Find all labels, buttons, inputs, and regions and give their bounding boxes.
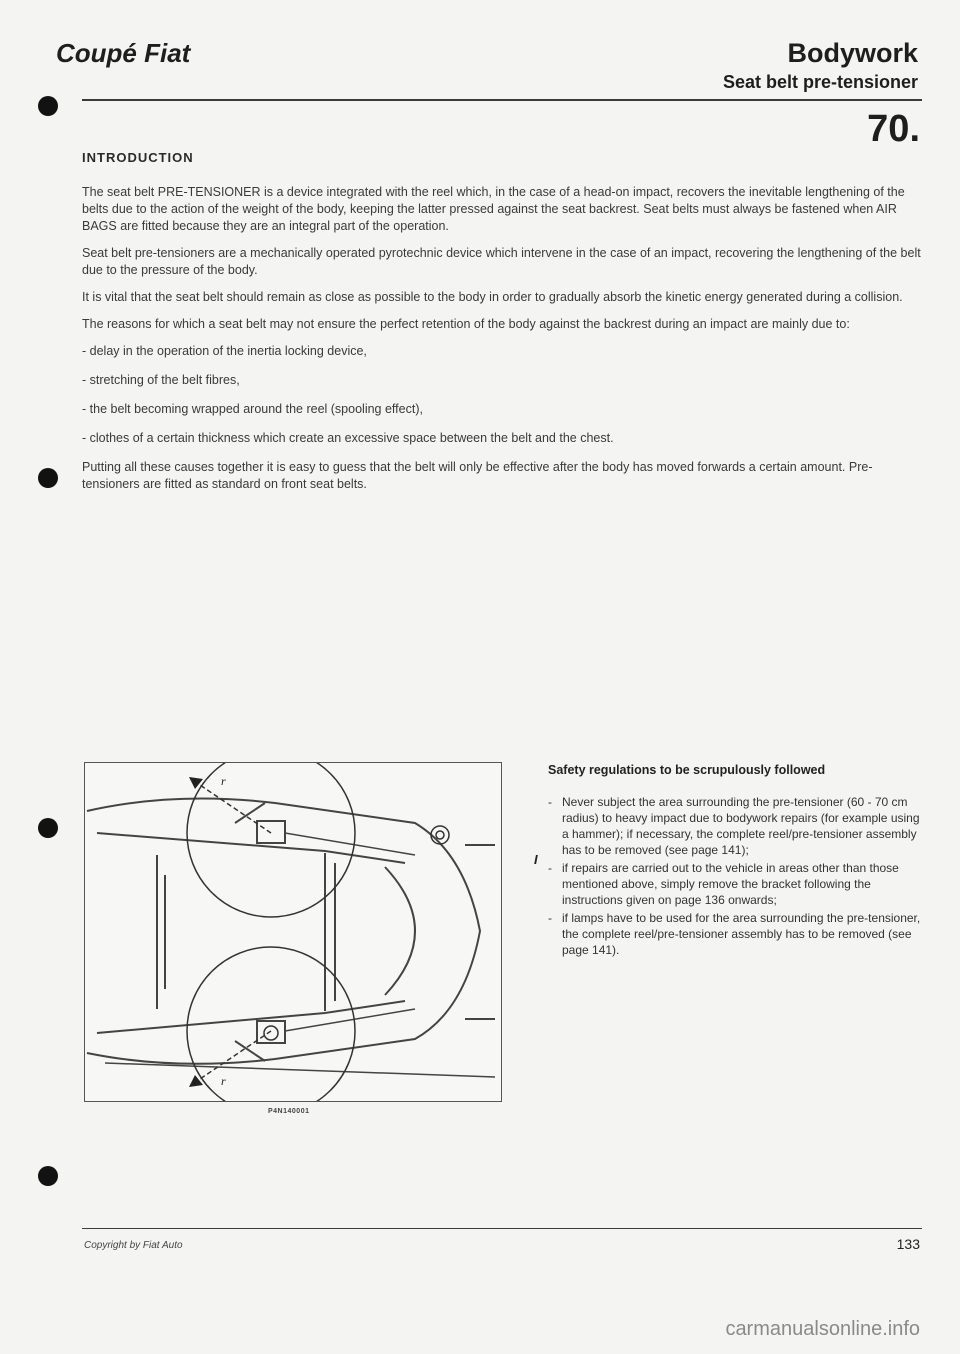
section-title: Bodywork xyxy=(787,38,918,68)
page-number: 133 xyxy=(896,1236,920,1252)
reason-item: - stretching of the belt fibres, xyxy=(82,372,922,389)
safety-item: - Never subject the area surrounding the pre-tensioner (60 - 70 cm radius) to heavy impact due to bodywork repairs (for example using a hammer); if necessary, the complete reel/pre-tensioner assembly has to be removed (see page 141); xyxy=(548,794,924,858)
intro-heading: INTRODUCTION xyxy=(82,150,194,165)
car-floor-diagram xyxy=(85,763,501,1101)
safety-heading: Safety regulations to be scrupulously followed xyxy=(548,763,826,777)
brand-title: Coupé Fiat xyxy=(56,38,191,68)
safety-item: - if repairs are carried out to the vehicle in areas other than those mentioned above, simply remove the bracket following the instructions given on page 136 onwards; xyxy=(548,860,924,908)
pretensioner-diagram xyxy=(84,762,502,1102)
binder-hole-icon xyxy=(38,1166,58,1186)
radius-label: r xyxy=(221,774,226,788)
intro-paragraph: Seat belt pre-tensioners are a mechanically operated pyrotechnic device which intervene in the case of an impact, recovering the lengthening of the belt due to the pressure of the body. xyxy=(82,246,921,277)
safety-list xyxy=(548,794,924,958)
margin-marker: I xyxy=(534,852,538,867)
intro-paragraph: Putting all these causes together it is easy to guess that the belt will only be effective after the body has moved forwards a certain amount. Pre-tensioners are fitted as standard on front seat belts. xyxy=(82,460,873,491)
intro-paragraph: The reasons for which a seat belt may not ensure the perfect retention of the body against the backrest during an impact are mainly due to: xyxy=(82,317,850,331)
binder-hole-icon xyxy=(38,96,58,116)
reason-item: - clothes of a certain thickness which create an excessive space between the belt and the chest. xyxy=(82,430,922,447)
radius-label: r xyxy=(221,1074,226,1088)
binder-hole-icon xyxy=(38,818,58,838)
footer-rule xyxy=(82,1228,922,1229)
figure-code: P4N140001 xyxy=(268,1108,310,1115)
watermark-text: carmanualsonline.info xyxy=(725,1318,920,1340)
header-rule xyxy=(82,99,922,101)
binder-hole-icon xyxy=(38,468,58,488)
copyright-text: Copyright by Fiat Auto xyxy=(84,1240,183,1251)
reason-item: - delay in the operation of the inertia locking device, xyxy=(82,343,922,360)
safety-regulations xyxy=(548,762,924,960)
intro-body xyxy=(82,184,922,503)
reasons-list xyxy=(82,343,922,447)
reason-item: - the belt becoming wrapped around the reel (spooling effect), xyxy=(82,401,922,418)
intro-paragraph: It is vital that the seat belt should remain as close as possible to the body in order to gradually absorb the kinetic energy generated during a collision. xyxy=(82,290,903,304)
page-reference: 70. xyxy=(867,108,920,150)
subsection-title: Seat belt pre-tensioner xyxy=(722,72,918,92)
safety-item: - if lamps have to be used for the area surrounding the pre-tensioner, the complete reel/pre-tensioner assembly has to be removed (see page 141). xyxy=(548,910,924,958)
intro-paragraph: The seat belt PRE-TENSIONER is a device integrated with the reel which, in the case of a head-on impact, recovers the inevitable lengthening of the belts due to the action of the weight of the body, keeping the latter pressed against the seat backrest. Seat belts must always be fastened when AIR BAGS are fitted because they are an integral part of the operation. xyxy=(82,185,905,233)
